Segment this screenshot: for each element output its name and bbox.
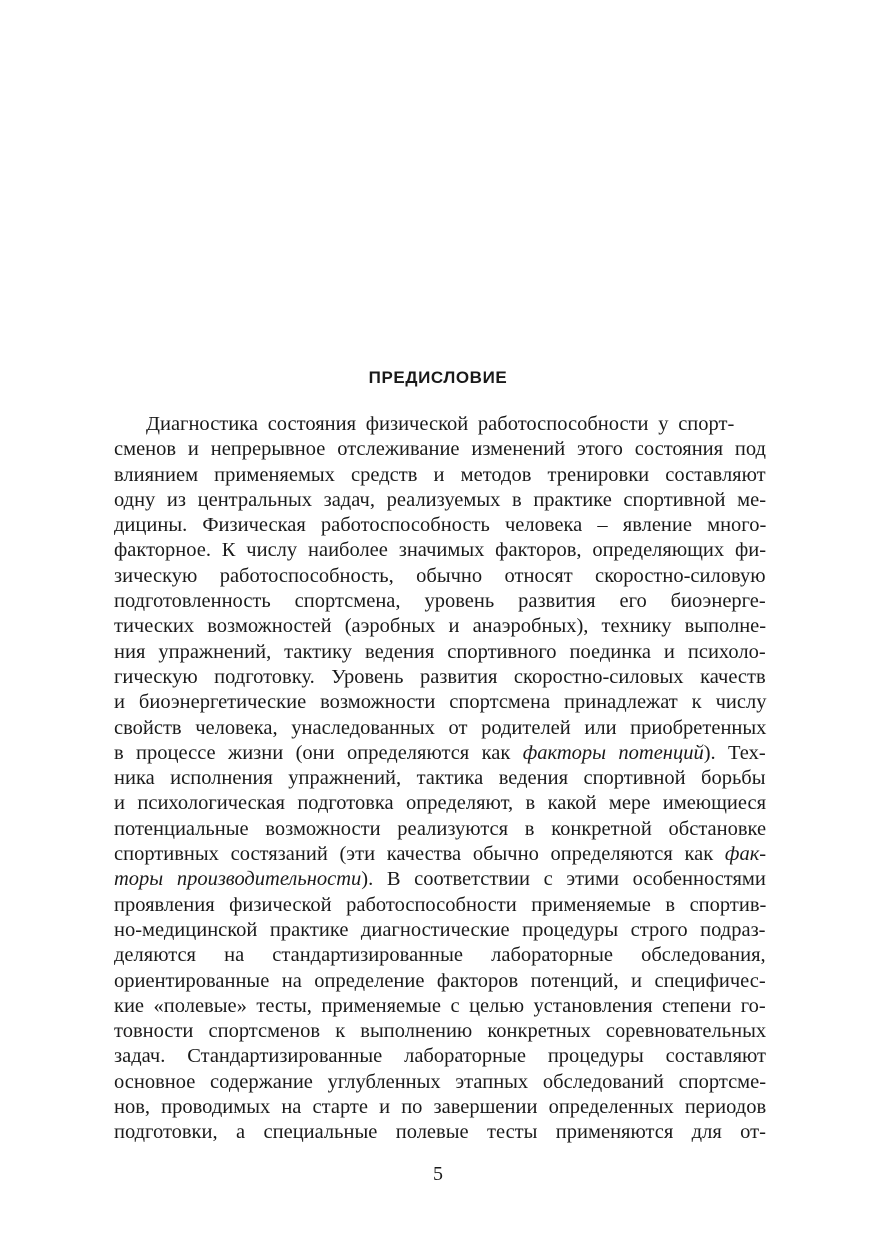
text-line: одну из центральных задач, реализуемых в практике спортивной ме- <box>114 488 767 511</box>
text-line: свойств человека, унаследованных от родителей или приобретенных <box>114 716 767 739</box>
text-line: основное содержание углубленных этапных обследований спортсме- <box>114 1070 767 1093</box>
text-line <box>114 867 766 892</box>
text-line: проявления физической работоспособности применяемые в спортив- <box>114 893 767 916</box>
text-segment: ). В соответствии с этими особенностями <box>361 868 766 891</box>
text-line <box>114 842 766 867</box>
text-line <box>114 741 766 766</box>
text-line: факторное. К числу наиболее значимых факторов, определяющих фи- <box>114 539 767 562</box>
text-line: тических возможностей (аэробных и анаэробных), технику выполне- <box>114 615 767 638</box>
italic-term: фак- <box>724 843 767 866</box>
text-line: Диагностика состояния физической работоспособности у спорт- <box>146 413 735 435</box>
text-line: кие «полевые» тесты, применяемые с целью установления степени го- <box>114 994 766 1017</box>
text-line: дицины. Физическая работоспособность человека – явление много- <box>114 514 767 537</box>
text-line: и психологическая подготовка определяют, в какой мере имеющиеся <box>114 792 767 815</box>
text-line: и биоэнергетические возможности спортсмена принадлежат к числу <box>114 691 767 714</box>
text-segment: спортивных состязаний (эти качества обычно определяются как <box>114 843 725 866</box>
text-line: ника исполнения упражнений, тактика ведения спортивной борьбы <box>114 767 766 790</box>
text-line: гическую подготовку. Уровень развития скоростно-силовых качеств <box>114 665 766 688</box>
text-line: задач. Стандартизированные лабораторные процедуры составляют <box>114 1045 767 1068</box>
text-line: зическую работоспособность, обычно относят скоростно-силовую <box>114 564 766 587</box>
text-line: влиянием применяемых средств и методов тренировки составляют <box>114 463 766 486</box>
text-line: подготовленность спортсмена, уровень развития его биоэнерге- <box>114 590 766 613</box>
text-segment: в процессе жизни (они определяются как <box>114 741 523 764</box>
text-line: ориентированные на определение факторов потенций, и специфичес- <box>114 969 766 992</box>
text-line: сменов и непрерывное отслеживание изменений этого состояния под <box>114 438 766 461</box>
italic-term: факторы потенций <box>522 741 704 764</box>
text-line: ния упражнений, тактику ведения спортивного поединка и психоло- <box>114 640 766 663</box>
italic-term: торы производительности <box>114 868 362 891</box>
text-line: нов, проводимых на старте и по завершении определенных периодов <box>114 1096 767 1119</box>
page-number: 5 <box>433 1163 443 1185</box>
text-line: потенциальные возможности реализуются в конкретной обстановке <box>114 817 767 840</box>
text-line: подготовки, а специальные полевые тесты применяются для от- <box>114 1121 766 1144</box>
text-line: товности спортсменов к выполнению конкретных соревновательных <box>114 1020 767 1043</box>
preface-paragraph <box>114 412 766 1146</box>
text-line: деляются на стандартизированные лабораторные обследования, <box>114 944 766 967</box>
text-line: но-медицинской практике диагностические процедуры строго подраз- <box>114 918 766 941</box>
page-title: ПРЕДИСЛОВИЕ <box>368 368 508 387</box>
text-segment: ). Тех- <box>703 741 766 764</box>
